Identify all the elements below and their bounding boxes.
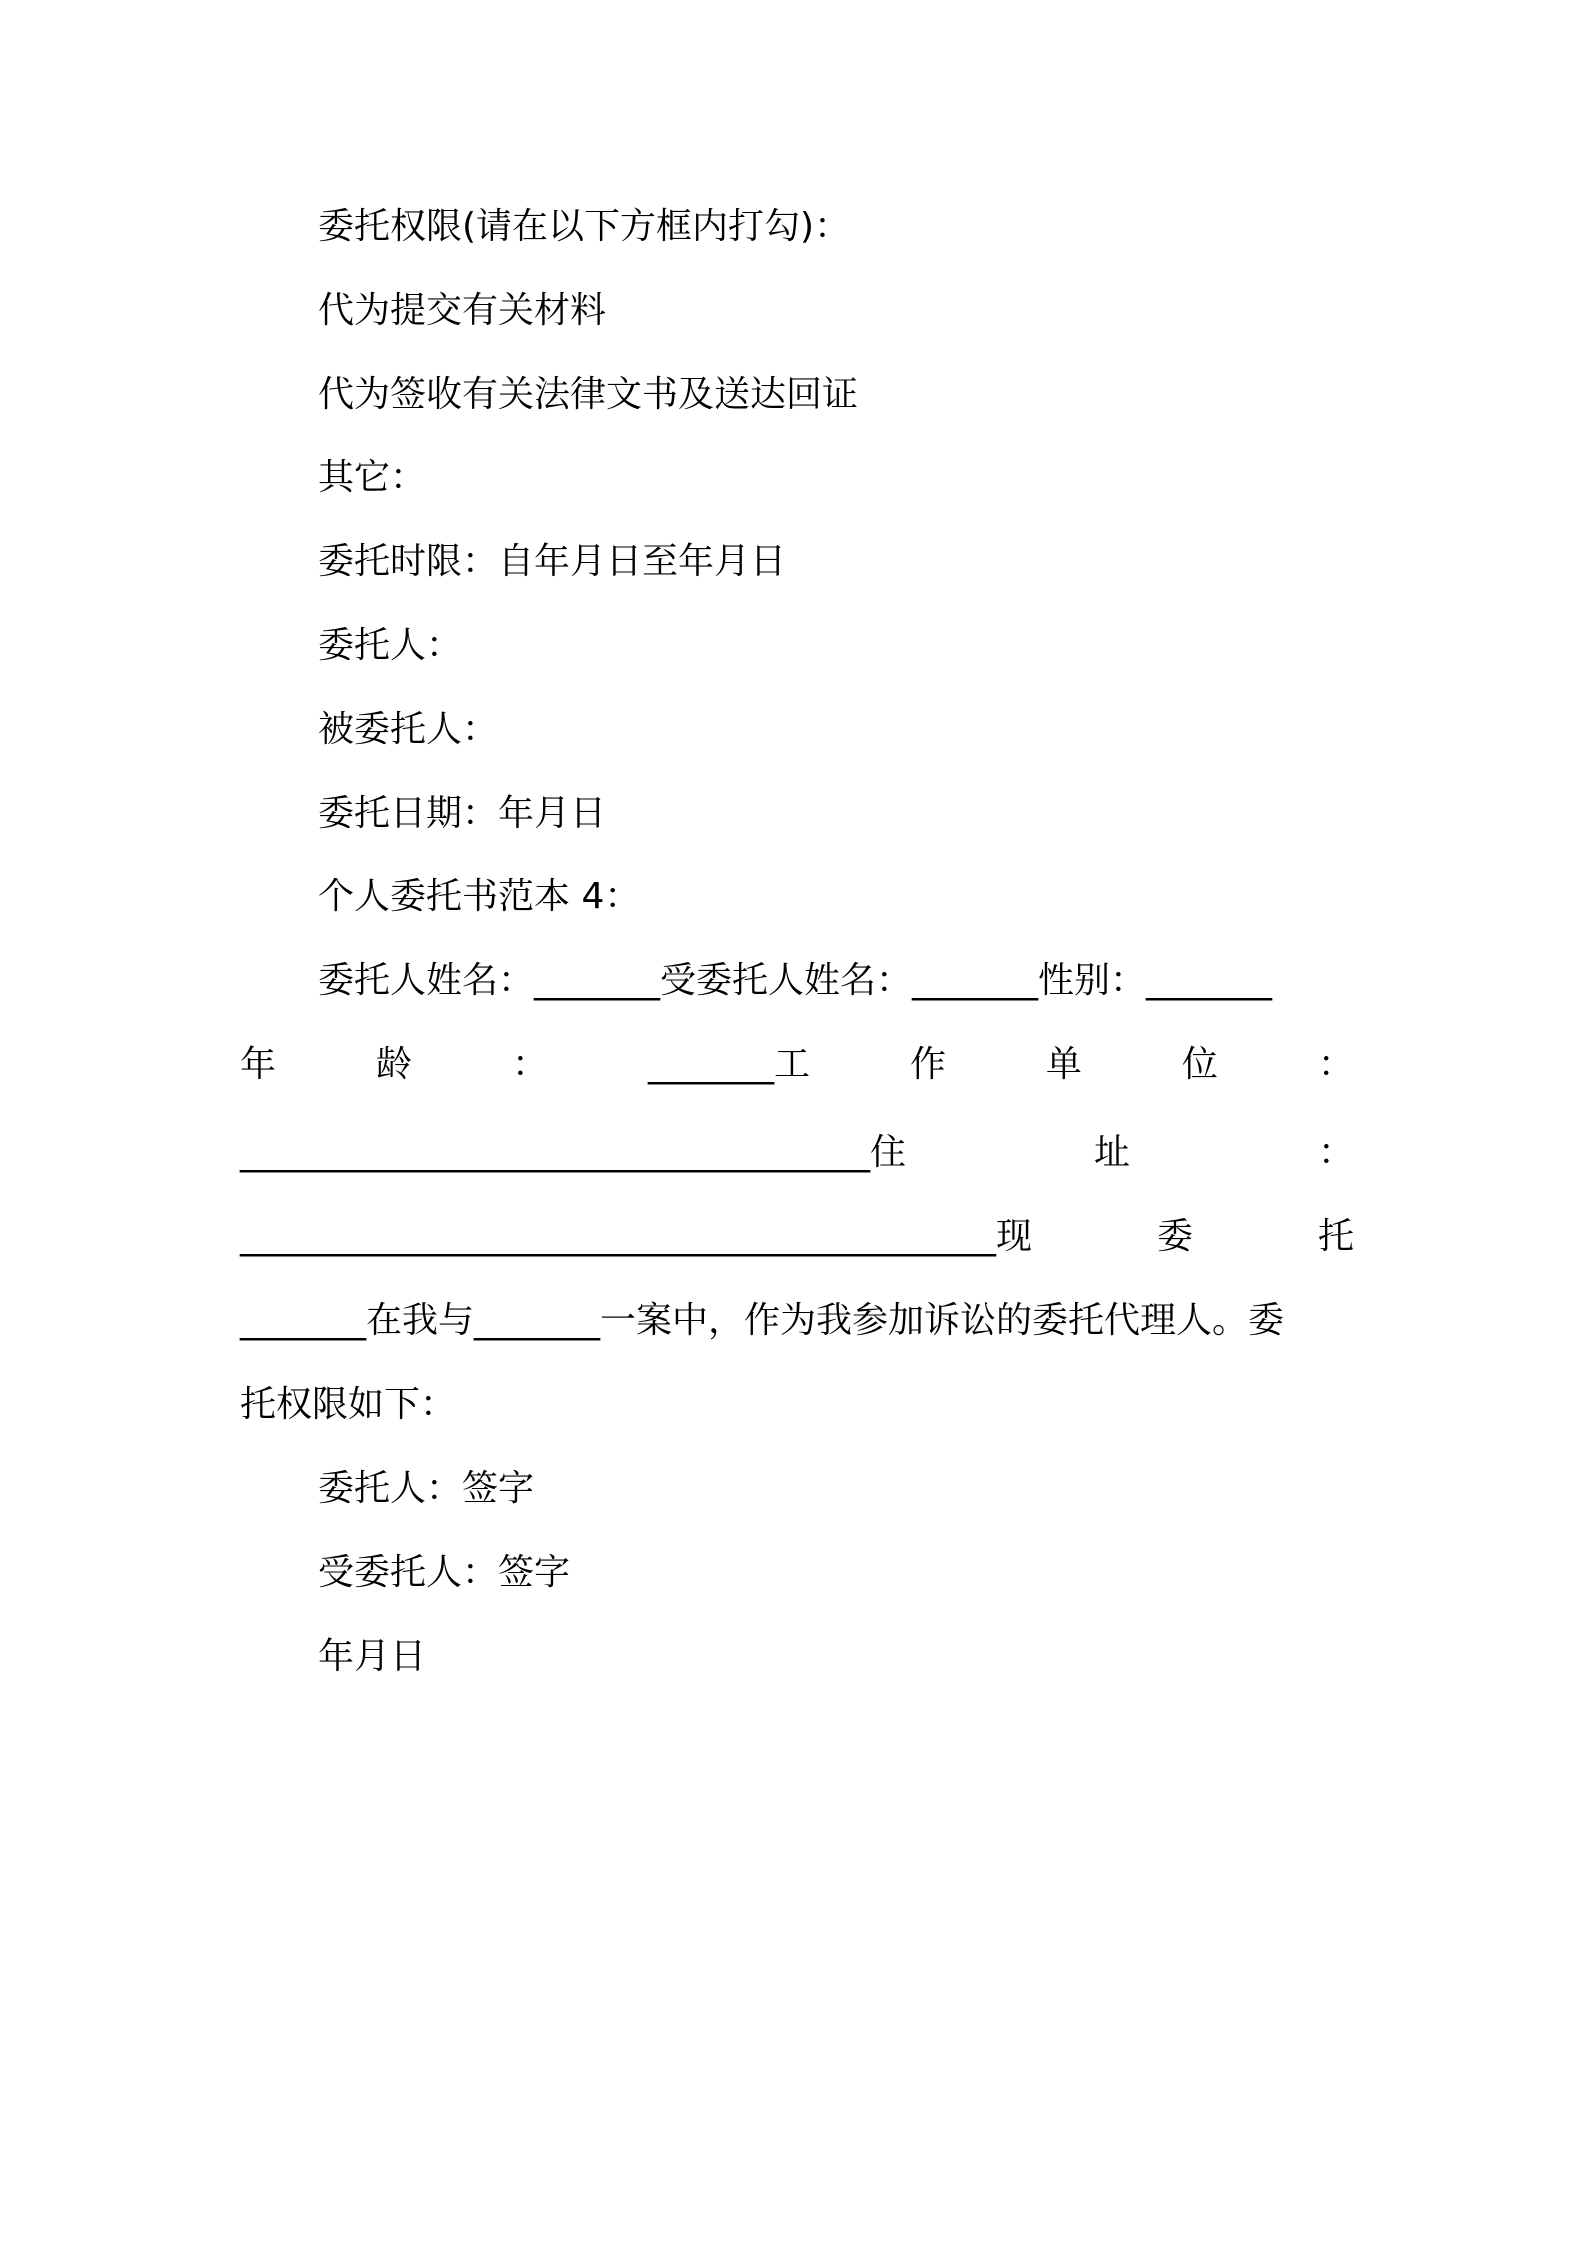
case-line: _______在我与_______一案中，作为我参加诉讼的委托代理人。委: [240, 1300, 1285, 1341]
age-colon: ：: [511, 1044, 548, 1085]
work-char-3: 单: [1045, 1044, 1082, 1085]
template-4-heading: 个人委托书范本 4：: [318, 876, 641, 917]
address-char-2: 址: [1093, 1132, 1130, 1173]
principal-label: 委托人：: [318, 625, 463, 666]
age-blank-work-char: _______工: [647, 1044, 810, 1085]
age-workplace-line: [240, 1041, 1354, 1089]
entrust-char-2: 委: [1156, 1216, 1193, 1257]
names-gender-line: 委托人姓名：_______受委托人姓名：_______性别：_______: [318, 960, 1273, 1001]
entrust-char-3: 托: [1317, 1216, 1354, 1257]
address-colon: ：: [1317, 1132, 1354, 1173]
address-line: [240, 1129, 1354, 1177]
entrust-date: 委托日期：年月日: [318, 793, 607, 834]
age-char-2: 龄: [375, 1044, 412, 1085]
entrust-period: 委托时限：自年月日至年月日: [318, 541, 787, 582]
scope-line: 托权限如下：: [240, 1384, 457, 1425]
entrust-line: [240, 1213, 1354, 1261]
address-blank-entrust-char: __________________________________________现: [240, 1216, 1032, 1257]
workplace-blank-address-char: ___________________________________住: [240, 1132, 906, 1173]
item-other: 其它：: [318, 457, 427, 498]
item-submit-materials: 代为提交有关材料: [318, 290, 607, 331]
sign-date: 年月日: [318, 1636, 427, 1677]
principal-sign: 委托人：签字: [318, 1468, 535, 1509]
agent-sign: 受委托人：签字: [318, 1552, 571, 1593]
work-char-2: 作: [909, 1044, 946, 1085]
work-char-4: 位: [1181, 1044, 1218, 1085]
authority-scope-heading: 委托权限(请在以下方框内打勾)：: [318, 206, 851, 247]
age-char-1: 年: [240, 1044, 277, 1085]
agent-label: 被委托人：: [318, 709, 499, 750]
item-receive-documents: 代为签收有关法律文书及送达回证: [318, 374, 859, 415]
work-colon: ：: [1317, 1044, 1354, 1085]
